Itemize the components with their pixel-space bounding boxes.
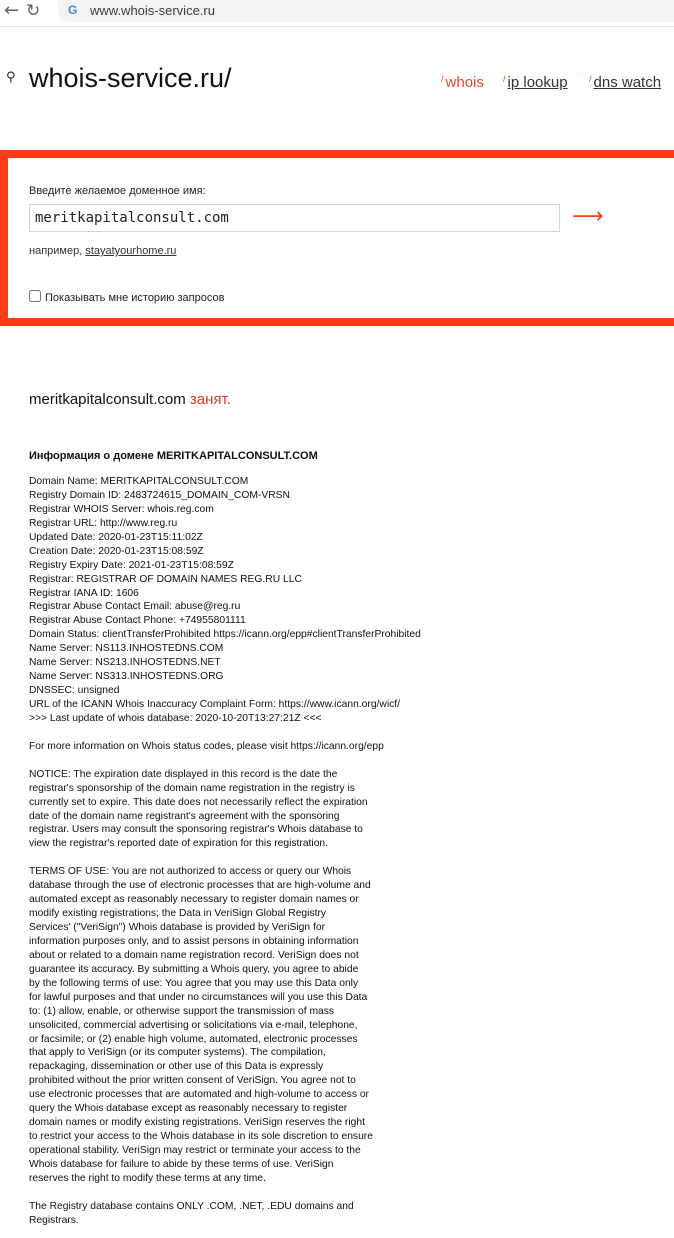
example-prefix: например, [29,245,83,257]
whois-line: domain names or modify existing registrations. VeriSign reserves the right [29,1117,365,1129]
slash-icon: / [589,74,592,84]
whois-line: Creation Date: 2020-01-23T15:08:59Z [29,545,204,557]
whois-line: database through the use of electronic processes that are high-volume and [29,880,371,892]
domain-info-heading: Информация о домене MERITKAPITALCONSULT.COM [29,450,318,462]
whois-line: Registrar Abuse Contact Email: abuse@reg.ru [29,601,241,613]
domain-input-label: Введите желаемое доменное имя: [29,185,206,197]
whois-line: Services' ("VeriSign") Whois database is provided by VeriSign for [29,922,326,933]
registry-section [29,1200,669,1228]
whois-line: Registrar WHOIS Server: whois.reg.com [29,503,214,515]
spacer [29,1186,669,1200]
nav-ip-lookup-label[interactable]: ip lookup [507,74,568,91]
nav-ip-lookup[interactable] [503,74,568,91]
site-logo[interactable]: whois-service.ru/ [29,63,232,93]
example-hint [29,245,176,257]
nav-whois[interactable] [441,74,484,91]
whois-line: NOTICE: The expiration date displayed in this record is the date the [29,768,338,780]
example-domain-link[interactable]: stayatyourhome.ru [85,245,177,257]
search-icon[interactable]: ⚲ [6,70,16,85]
nav-dns-watch[interactable] [589,74,661,91]
whois-line: TERMS OF USE: You are not authorized to access or query our Whois [29,866,352,878]
address-bar[interactable] [58,0,674,22]
whois-line: registrar. Users may consult the sponsoring registrar's Whois database to [29,824,363,836]
result-domain: meritkapitalconsult.com [29,391,186,408]
notice-section [29,768,669,852]
browser-toolbar [0,0,674,27]
google-icon: G [68,3,78,17]
whois-line: Name Server: NS213.INHOSTEDNS.NET [29,657,221,669]
whois-line: Registrar URL: http://www.reg.ru [29,517,178,529]
slash-icon: / [441,74,444,84]
result-status-badge: занят. [189,391,231,408]
record-section [29,475,669,726]
whois-line: Name Server: NS113.INHOSTEDNS.COM [29,643,224,655]
whois-line: operational stability. VeriSign may restrict or terminate your access to the [29,1145,361,1156]
whois-line: Registrar Abuse Contact Phone: +74955801111 [29,615,246,627]
whois-line: to: (1) allow, enable, or otherwise support the transmission of mass [29,1005,335,1017]
spacer [29,726,669,740]
nav-dns-watch-label[interactable]: dns watch [593,74,662,91]
status-codes-line: For more information on Whois status codes, please visit https://icann.org/epp [29,740,384,752]
whois-line: repackaging, dissemination or other use of this Data is expressly [29,1061,324,1073]
whois-line: Registry Domain ID: 2483724615_DOMAIN_COM-VRSN [29,489,290,501]
whois-line: Whois database for failure to abide by these terms of use. VeriSign [29,1158,334,1170]
whois-line: Domain Status: clientTransferProhibited https://icann.org/epp#clientTransferProhibited [29,629,421,641]
whois-line: automated except as reasonably necessary to register domain names or [29,894,359,906]
domain-input[interactable] [29,204,560,232]
whois-line: Name Server: NS313.INHOSTEDNS.ORG [29,671,224,683]
whois-line: use electronic processes that are automated and high-volume to access or [29,1089,369,1101]
whois-line: guarantee its accuracy. By submitting a Whois query, you agree to abide [29,963,359,975]
domain-search-panel [0,150,674,326]
whois-line: currently set to expire. This date does not necessarily reflect the expiration [29,796,368,808]
result-status-line [29,391,231,408]
terms-section [29,865,669,1186]
history-checkbox-label[interactable]: Показывать мне историю запросов [45,292,225,304]
submit-arrow-icon[interactable]: ⟶ [572,204,604,229]
whois-line: or facsimile; or (2) enable high volume, automated, electronic processes [29,1033,358,1045]
whois-line: reserves the right to modify these terms at any time. [29,1172,266,1184]
history-checkbox[interactable] [29,290,41,302]
whois-record [29,475,669,1228]
whois-line: prohibited without the prior written consent of VeriSign. You agree not to [29,1075,356,1087]
whois-line: for lawful purposes and that under no circumstances will you use this Data [29,991,368,1003]
whois-line: URL of the ICANN Whois Inaccuracy Complaint Form: https://www.icann.org/wicf/ [29,699,400,710]
whois-line: date of the domain name registrant's agreement with the sponsoring [29,810,340,822]
address-bar-url[interactable]: www.whois-service.ru [90,3,215,18]
whois-line: about or related to a domain name registration record. VeriSign does not [29,949,359,961]
reload-icon[interactable]: ↻ [26,1,41,21]
whois-line: by the following terms of use: You agree that you may use this Data only [29,977,359,989]
spacer [29,754,669,768]
whois-line: Registrar IANA ID: 1606 [29,587,139,599]
arrow-left-icon[interactable]: ← [4,0,20,21]
whois-line: view the registrar's reported date of expiration for this registration. [29,838,329,850]
whois-line: Domain Name: MERITKAPITALCONSULT.COM [29,476,249,487]
whois-line: information purposes only, and to assist persons in obtaining information [29,935,359,947]
whois-line: modify existing registrations; the Data in VeriSign Global Registry [29,908,327,920]
whois-line: DNSSEC: unsigned [29,685,120,697]
whois-line: to restrict your access to the Whois database in its sole discretion to ensure [29,1131,373,1143]
whois-line: >>> Last update of whois database: 2020-10-20T13:27:21Z <<< [29,712,322,724]
whois-line: Registrar: REGISTRAR OF DOMAIN NAMES REG.RU LLC [29,573,302,585]
whois-line: query the Whois database except as reasonably necessary to register [29,1103,348,1115]
slash-icon: / [503,74,506,84]
whois-line: unsolicited, commercial advertising or solicitations via e-mail, telephone, [29,1019,358,1031]
whois-line: that apply to VeriSign (or its computer systems). The compilation, [29,1047,326,1059]
whois-line: registrar's sponsorship of the domain name registration in the registry is [29,782,355,794]
whois-line: Registry Expiry Date: 2021-01-23T15:08:59Z [29,559,234,571]
nav-whois-label[interactable]: whois [445,74,484,91]
whois-line: Registrars. [29,1214,79,1226]
spacer [29,851,669,865]
whois-line: Updated Date: 2020-01-23T15:11:02Z [29,531,203,543]
whois-line: The Registry database contains ONLY .COM, .NET, .EDU domains and [29,1200,354,1212]
